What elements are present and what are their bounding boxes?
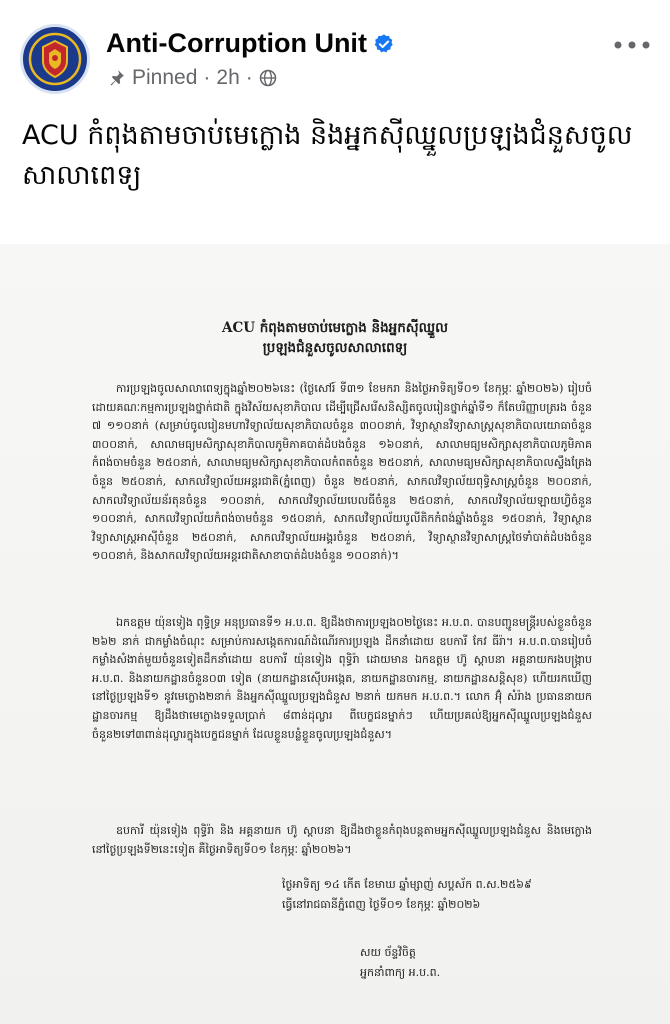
meta-separator: · (203, 66, 211, 89)
document-lunar-date: ថ្ងៃអាទិត្យ ១៤ កើត ខែមាឃ ឆ្នាំម្សាញ់ សប្តស័ក ព.ស.២៥៦៩ (282, 878, 532, 891)
pin-icon (106, 68, 126, 88)
page-name[interactable]: Anti-Corruption Unit (106, 28, 367, 58)
document-paragraph-1: ការប្រឡងចូលសាលាពេទ្យក្នុងឆ្នាំ២០២៦នេះ (ថ្ងៃសៅរ៍ ទី៣១ ខែមករា និងថ្ងៃអាទិត្យទី០១ ខែកុម្ភៈ ឆ្នាំ២០២៦) រៀបចំដោយគណៈកម្មការប្រឡងថ្នាក់ជាតិ ក្នុងវិស័យសុខាភិបាល ដើម្បីជ្រើសរើសនិស្សិតចូលរៀនថ្នាក់ឆ្នាំទី១ ក៏តែបរិញ្ញាបត្ររង ចំនួន ៧ ១១០នាក់ (សម្រាប់ចូលរៀនមហាវិទ្យាល័យសុខាភិបាលចំនួន ៣០០នាក់, វិទ្យាស្ថានវិទ្យាសាស្ត្រសុខាភិបាលយោធាចំនួន ៣០០នាក់, សាលាមធ្យមសិក្សាសុខាភិបាលភូមិភាគបាត់ដំបងចំនួន ១៦០នាក់, សាលាមធ្យមសិក្សាសុខាភិបាលភូមិភាគកំពង់ចាមចំនួន ២៥០នាក់, សាលាមធ្យមសិក្សាសុខាភិបាលកំពតចំនួន ២៥០នាក់, សាលាមធ្យមសិក្សាសុខាភិបាលស្ទឹងត្រែងចំនួន ២៥០នាក់, សាកលវិទ្យាល័យអន្តរជាតិ(ភ្នំពេញ) ចំនួន ២៥០នាក់, សាកលវិទ្យាល័យពុទ្ធិសាស្ត្រចំនួន ២០០នាក់, សាកលវិទ្យាល័យន័រតុនចំនួន ១០០នាក់, សាកលវិទ្យាល័យបេលធីចំនួន ២៥០នាក់, សាកលវិទ្យាល័យឡាយហ្វិចំនួន ១០០នាក់, សាកលវិទ្យាល័យកំពង់ចាមចំនួន ១៥០នាក់, សាកលវិទ្យាល័យបូលីតិកកំពង់ឆ្នាំងចំនួន ១៥០នាក់, វិទ្យាស្ថានវិទ្យាសាស្ត្រអាស៊ីចំនួន ២៥០នាក់, សាកលវិទ្យាល័យអង្គរចំនួន ២៥០នាក់, វិទ្យាស្ថានវិទ្យាសាស្ត្រថៃទាំបាត់ដំបងចំនួន ១០០នាក់, និងសាកលវិទ្យាល័យអន្តរជាតិសាខាបាត់ដំបងចំនួន ១០០នាក់)។ (92, 382, 592, 563)
document-signatory-title: អ្នកនាំពាក្យ អ.ប.ព. (360, 966, 441, 979)
post-time[interactable]: 2h (216, 66, 240, 89)
globe-icon[interactable] (259, 69, 277, 87)
document-title (150, 318, 520, 358)
document-paragraph-2: ឯកឧត្តម យ៉ុនទៀង ពុទ្ធិទ្រ អនុប្រធានទី១ អ.ប.ព. ឱ្យដឹងថាការប្រឡង០២ថ្ងៃនេះ អ.ប.ព. បានបញ្ជូនមន្ត្រីរបស់ខ្លួនចំនួន ២៦២ នាក់ ជាកម្លាំងចំណុះ សម្រាប់ការសង្កេតការណ៍ដំណើរការប្រឡង ដឹកនាំដោយ ឧបការី កែវ ធីរ៉ា។ អ.ប.ព.បានរៀបចំកម្លាំងសំងាត់មួយចំនួនទៀតដឹកនាំដោយ ឧបការី យ៉ុនទៀង ពុទ្ធិរ៉ា ដោយមាន ឯកឧត្តម ហ៊ូ ស្តាបនា អគ្គនាយករងបង្ក្រាប អ.ប.ព. និងនាយកដ្ឋានចំនួន០៣ ទៀត (នាយកដ្ឋានស៊ើបអង្កេត, នាយកដ្ឋានចារកម្ម, នាយកដ្ឋានសន្តិសុខ) ហើយរកឃើញនៅថ្ងៃប្រឡងទី១ នូវមេក្លោង២នាក់ និងអ្នកស៊ីឈ្នួលប្រឡងជំនួស ២នាក់ យកមក អ.ប.ព.។ លោក អ៊ុំ សំរ៉ាង ប្រធាននាយកដ្ឋានចារកម្ម ឱ្យដឹងថាមេក្លោងទទួលប្រាក់ ៨ពាន់ដុល្លារ ពីបេក្ខជនម្នាក់ៗ ហើយប្រគល់ឱ្យអ្នកស៊ីឈ្នួលប្រឡងជំនួសចំនួន២ទៅ៣ពាន់ដុល្លារក្នុងបេក្ខជនម្នាក់ ដែលខ្លួនបន្លំខ្លួនចូលប្រឡងជំនួស។ (92, 616, 592, 741)
document-signatory: សយ ច័ន្ទវិចិត្ត (360, 946, 416, 959)
page-name-row[interactable] (106, 28, 395, 59)
avatar[interactable] (20, 24, 90, 94)
verified-icon (373, 33, 395, 55)
meta-separator-2: · (245, 66, 253, 89)
acu-logo (23, 27, 87, 91)
post-photo[interactable] (0, 244, 670, 1024)
document-title-line2: ប្រឡងជំនួសចូលសាលាពេទ្យ (262, 340, 408, 356)
post-meta (106, 66, 277, 90)
more-icon[interactable] (612, 38, 652, 52)
pinned-label: Pinned (132, 66, 198, 89)
document-paragraph-3: ឧបការី យ៉ុនទៀង ពុទ្ធិរ៉ា និង អគ្គនាយក ហ៊ូ ស្តាបនា ឱ្យដឹងថាខ្លួនកំពុងបន្តតាមអ្នកស៊ីឈ្នួលប្រឡងជំនួស និងមេក្លោង នៅថ្ងៃប្រឡងទី២នេះទៀត គឺថ្ងៃអាទិត្យទី០១ ខែកុម្ភៈ ឆ្នាំ២០២៦។ (92, 824, 592, 856)
post-header (0, 0, 670, 100)
document-date: ធ្វើនៅរាជធានីភ្នំពេញ ថ្ងៃទី០១ ខែកុម្ភៈ ឆ្នាំ២០២៦ (282, 898, 481, 911)
post-text: ACU កំពុងតាមចាប់មេក្លោង និងអ្នកស៊ីឈ្នួលប្រឡងជំនួសចូលសាលាពេទ្យ (22, 120, 633, 191)
document-title-line1: ACU កំពុងតាមចាប់មេក្លោង និងអ្នកស៊ីឈ្នួល (222, 320, 448, 336)
